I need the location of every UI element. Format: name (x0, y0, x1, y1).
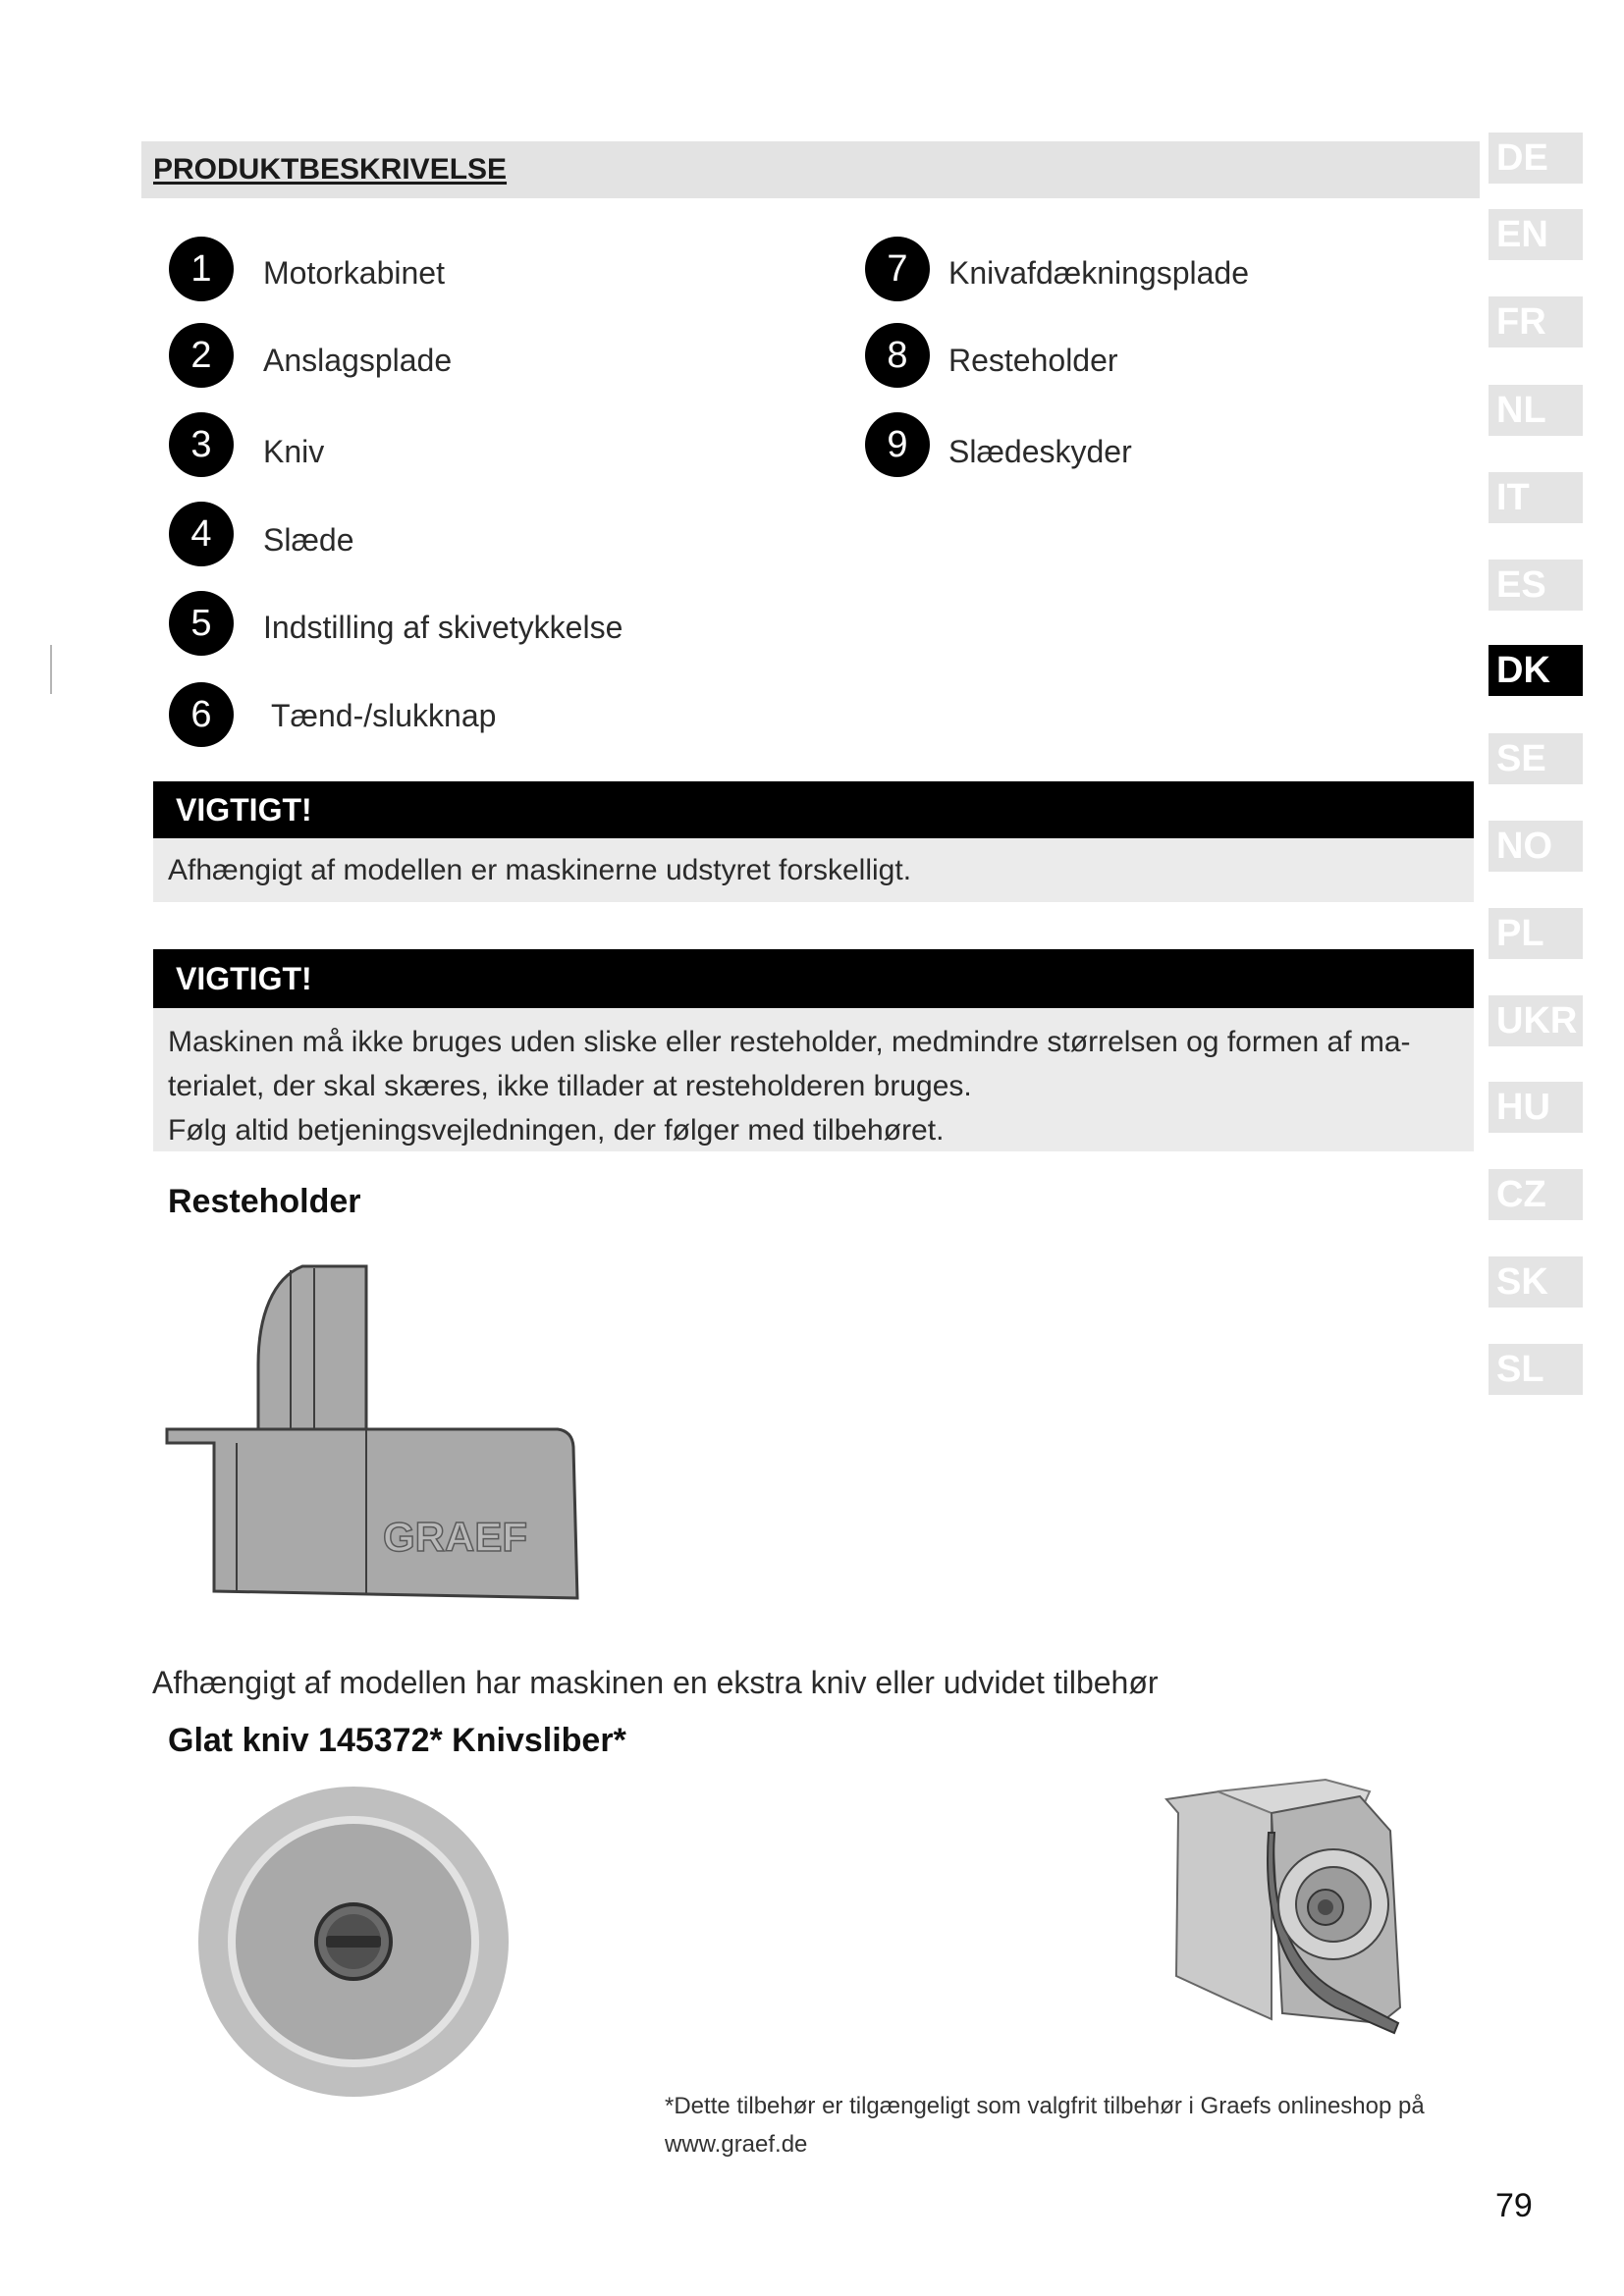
accessories-intro: Afhængigt af modellen har maskinen en ekstra kniv eller udvidet tilbehør (152, 1665, 1159, 1700)
notice-text: terialet, der skal skæres, ikke tillader at resteholderen bruges. (168, 1070, 972, 1102)
language-tab-it: IT (1489, 472, 1583, 523)
notice-body (153, 1008, 1474, 1151)
resteholder-illustration (157, 1256, 589, 1610)
footnote-text: *Dette tilbehør er tilgængeligt som valgfrit tilbehør i Graefs onlineshop på (665, 2093, 1425, 2119)
graef-logo: GRAEF (383, 1514, 527, 1560)
footnote (665, 2087, 1425, 2163)
part-label: Slædeskyder (948, 434, 1132, 469)
smooth-blade-illustration (191, 1780, 515, 2104)
language-tab-ukr: UKR (1489, 995, 1583, 1046)
number-badge: 4 (169, 502, 234, 566)
number-badge: 3 (169, 412, 234, 477)
language-tab-no: NO (1489, 821, 1583, 872)
notice-text: Følg altid betjeningsvejledningen, der følger med tilbehøret. (168, 1114, 945, 1147)
notice-heading: VIGTIGT! (153, 781, 1474, 838)
part-label: Indstilling af skivetykkelse (263, 610, 623, 645)
accessories-heading: Glat kniv 145372* Knivsliber* (168, 1722, 626, 1759)
part-label: Knivafdækningsplade (948, 255, 1249, 291)
language-tab-nl: NL (1489, 385, 1583, 436)
language-tab-cz: CZ (1489, 1169, 1583, 1220)
language-tab-pl: PL (1489, 908, 1583, 959)
number-badge: 9 (865, 412, 930, 477)
section-title: PRODUKTBESKRIVELSE (153, 153, 508, 186)
part-label: Resteholder (948, 343, 1118, 378)
part-label: Tænd-/slukknap (271, 698, 497, 733)
language-tab-en: EN (1489, 209, 1583, 260)
notice-text: Maskinen må ikke bruges uden sliske eller resteholder, medmindre størrelsen og formen af ma- (168, 1026, 1411, 1058)
number-badge: 8 (865, 323, 930, 388)
number-badge: 6 (169, 682, 234, 747)
language-tab-se: SE (1489, 733, 1583, 784)
resteholder-heading: Resteholder (168, 1183, 361, 1220)
language-tab-sl: SL (1489, 1344, 1583, 1395)
part-label: Slæde (263, 522, 354, 558)
part-label: Anslagsplade (263, 343, 453, 378)
number-badge: 2 (169, 323, 234, 388)
language-tab-hu: HU (1489, 1082, 1583, 1133)
number-badge: 7 (865, 237, 930, 301)
notice-body (153, 838, 1474, 902)
number-badge: 1 (169, 237, 234, 301)
knife-sharpener-illustration (1159, 1772, 1414, 2037)
number-badge: 5 (169, 591, 234, 656)
language-tab-de: DE (1489, 133, 1583, 184)
language-tab-sk: SK (1489, 1256, 1583, 1308)
part-label: Motorkabinet (263, 255, 445, 291)
language-tab-es: ES (1489, 560, 1583, 611)
footnote-url: www.graef.de (665, 2131, 808, 2158)
margin-mark (50, 645, 52, 694)
part-label: Kniv (263, 434, 325, 469)
section-header (141, 141, 1480, 198)
language-tab-dk: DK (1489, 645, 1583, 696)
page-number: 79 (1495, 2187, 1533, 2224)
language-tab-fr: FR (1489, 296, 1583, 347)
notice-heading: VIGTIGT! (153, 949, 1474, 1008)
notice-text: Afhængigt af modellen er maskinerne udstyret forskelligt. (168, 854, 912, 886)
